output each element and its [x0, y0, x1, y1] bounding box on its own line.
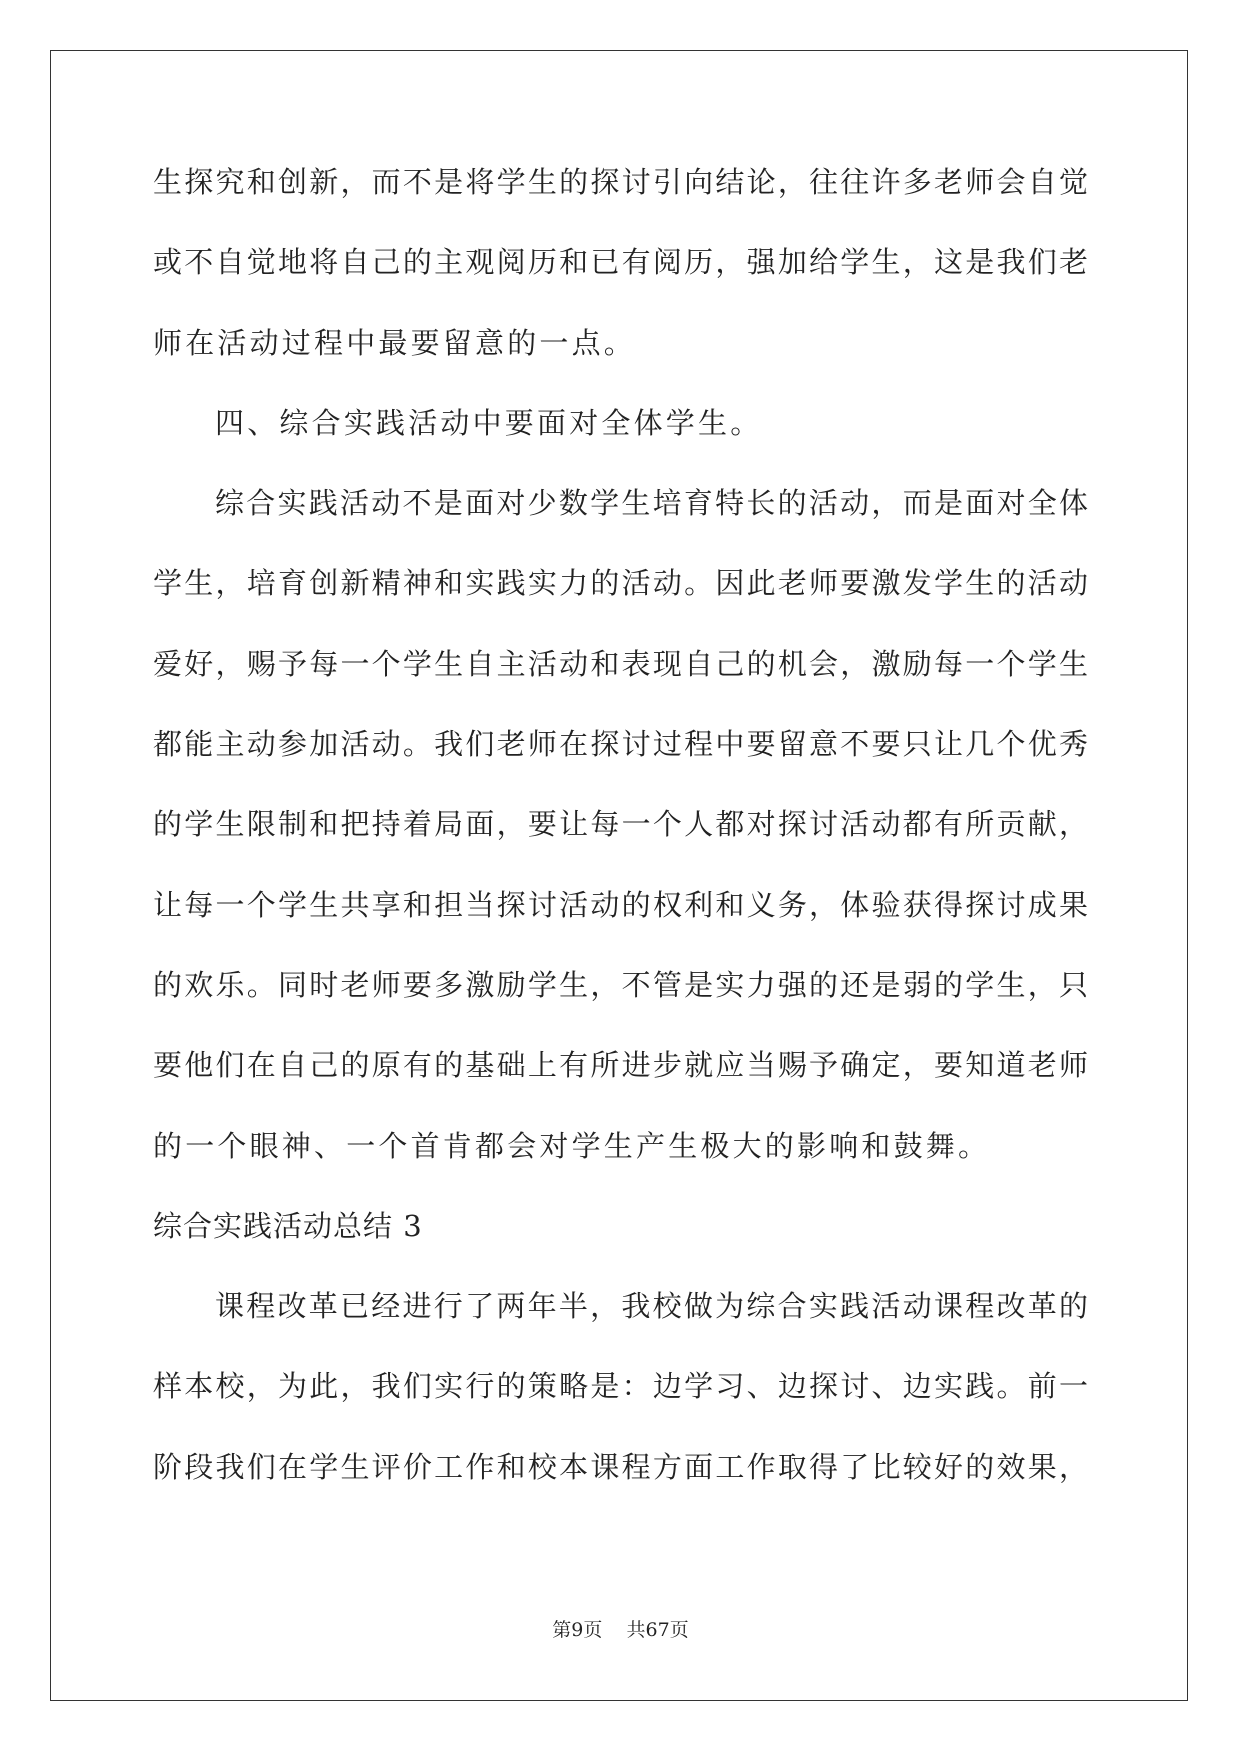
total-suffix: 页 — [669, 1619, 689, 1641]
footer-gap — [602, 1619, 626, 1641]
body-line: 都能主动参加活动。我们老师在探讨过程中要留意不要只让几个优秀 — [153, 727, 1088, 762]
document-body — [153, 162, 1088, 1527]
paragraph-first-line: 综合实践活动不是面对少数学生培育特长的活动，而是面对全体 — [215, 486, 1088, 521]
page-number: 9 — [571, 1619, 584, 1641]
body-line: 学生，培育创新精神和实践实力的活动。因此老师要激发学生的活动 — [153, 566, 1088, 601]
body-line: 阶段我们在学生评价工作和校本课程方面工作取得了比较好的效果， — [153, 1449, 1088, 1484]
body-line: 或不自觉地将自己的主观阅历和已有阅历，强加给学生，这是我们老 — [153, 245, 1088, 280]
article-title: 综合实践活动总结 3 — [153, 1208, 423, 1243]
body-line: 生探究和创新，而不是将学生的探讨引向结论，往往许多老师会自觉 — [153, 165, 1088, 199]
body-line: 师在活动过程中最要留意的一点。 — [153, 325, 637, 360]
body-line: 要他们在自己的原有的基础上有所进步就应当赐予确定，要知道老师 — [153, 1048, 1088, 1083]
total-pages: 67 — [645, 1619, 670, 1641]
body-line: 的欢乐。同时老师要多激励学生，不管是实力强的还是弱的学生，只 — [153, 967, 1088, 1002]
page-label-prefix: 第 — [552, 1619, 572, 1641]
body-line: 让每一个学生共享和担当探讨活动的权利和义务，体验获得探讨成果 — [153, 887, 1088, 922]
body-line: 的学生限制和把持着局面，要让每一个人都对探讨活动都有所贡献， — [153, 807, 1088, 842]
paragraph-first-line: 课程改革已经进行了两年半，我校做为综合实践活动课程改革的 — [215, 1289, 1088, 1324]
body-line: 样本校，为此，我们实行的策略是：边学习、边探讨、边实践。前一 — [153, 1369, 1088, 1404]
body-line: 爱好，赐予每一个学生自主活动和表现自己的机会，激励每一个学生 — [153, 646, 1088, 681]
page-label-suffix: 页 — [583, 1619, 603, 1641]
section-heading: 四、综合实践活动中要面对全体学生。 — [215, 405, 763, 440]
total-prefix: 共 — [626, 1619, 646, 1641]
page-footer — [0, 1618, 1241, 1642]
body-line: 的一个眼神、一个首肯都会对学生产生极大的影响和鼓舞。 — [153, 1128, 991, 1163]
